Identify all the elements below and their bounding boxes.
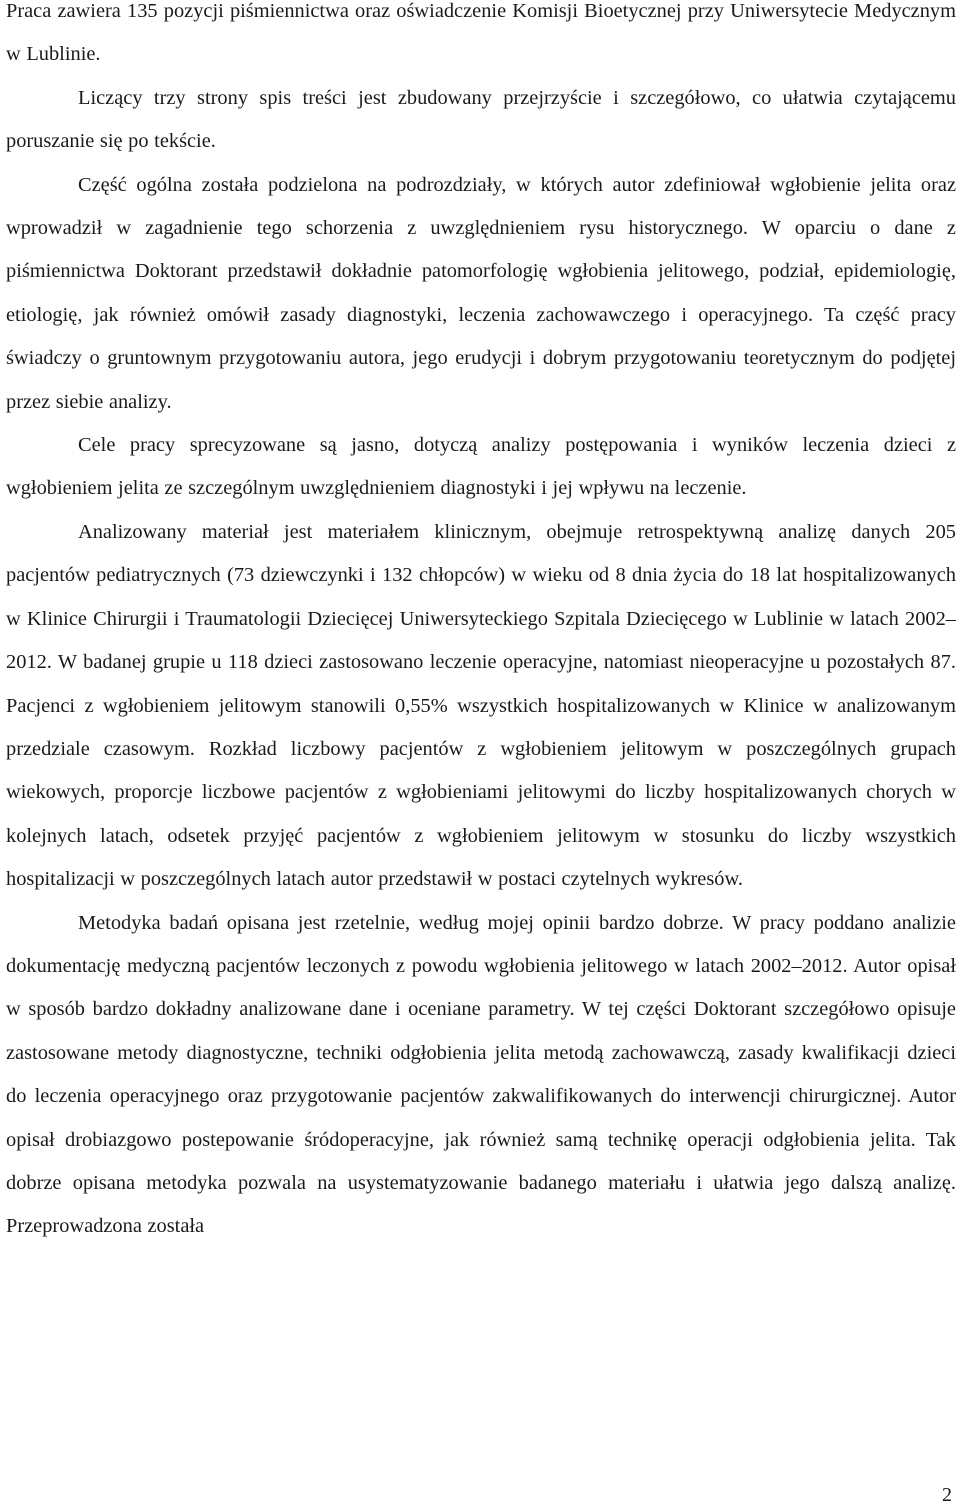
paragraph-methodology: Metodyka badań opisana jest rzetelnie, według mojej opinii bardzo dobrze. W pracy poddano analizie dokumentację medyczną pacjentów leczonych z powodu wgłobienia jelitowego w latach 2002–2012. Autor opisał w sposób bardzo dokładny analizowane dane i oceniane parametry. W tej części Doktorant szczegółowo opisuje zastosowane metody diagnostyczne, techniki odgłobienia jelita metodą zachowawczą, zasady kwalifikacji dzieci do leczenia operacyjnego oraz przygotowanie pacjentów zakwalifikowanych do interwencji chirurgicznej. Autor opisał drobiazgowo postepowanie śródoperacyjne, jak również samą technikę operacji odgłobienia jelita. Tak dobrze opisana metodyka pozwala na usystematyzowanie badanego materiału i ułatwia jego dalszą analizę. Przeprowadzona została (6, 911, 956, 1238)
paragraph-table-of-contents: Liczący trzy strony spis treści jest zbudowany przejrzyście i szczegółowo, co ułatwia czytającemu poruszanie się po tekście. (6, 86, 956, 153)
paragraph-material: Analizowany materiał jest materiałem klinicznym, obejmuje retrospektywną analizę danych 205 pacjentów pediatrycznych (73 dziewczynki i 132 chłopców) w wieku od 8 dnia życia do 18 lat hospitalizowanych w Klinice Chirurgii i Traumatologii Dziecięcej Uniwersyteckiego Szpitala Dziecięcego w Lublinie w latach 2002–2012. W badanej grupie u 118 dzieci zastosowano leczenie operacyjne, natomiast nieoperacyjne u pozostałych 87. Pacjenci z wgłobieniem jelitowym stanowili 0,55% wszystkich hospitalizowanych w Klinice w analizowanym przedziale czasowym. Rozkład liczbowy pacjentów z wgłobieniem jelitowym w poszczególnych grupach wiekowych, proporcje liczbowe pacjentów z wgłobieniami jelitowymi do liczby hospitalizowanych chorych w kolejnych latach, odsetek przyjęć pacjentów z wgłobieniem jelitowym w stosunku do liczby wszystkich hospitalizacji w poszczególnych latach autor przedstawił w postaci czytelnych wykresów. (6, 520, 956, 891)
document-page (6, 0, 956, 1249)
paragraph-aims: Cele pracy sprecyzowane są jasno, dotyczą analizy postępowania i wyników leczenia dzieci z wgłobieniem jelita ze szczególnym uwzględnieniem diagnostyki i jej wpływu na leczenie. (6, 434, 956, 500)
page-number: 2 (942, 1484, 952, 1506)
paragraph-general-part: Część ogólna została podzielona na podrozdziały, w których autor zdefiniował wgłobienie jelita oraz wprowadził w zagadnienie tego schorzenia z uwzględnieniem rysu historycznego. W oparciu o dane z piśmiennictwa Doktorant przedstawił dokładnie patomorfologię wgłobienia jelitowego, podział, epidemiologię, etiologię, jak również omówił zasady diagnostyki, leczenia zachowawczego i operacyjnego. Ta część pracy świadczy o gruntownym przygotowaniu autora, jego erudycji i dobrym przygotowaniu teoretycznym do podjętej przez siebie analizy. (6, 173, 956, 413)
paragraph-bibliography: Praca zawiera 135 pozycji piśmiennictwa oraz oświadczenie Komisji Bioetycznej przy Uniwersytecie Medycznym w Lublinie. (6, 0, 956, 66)
